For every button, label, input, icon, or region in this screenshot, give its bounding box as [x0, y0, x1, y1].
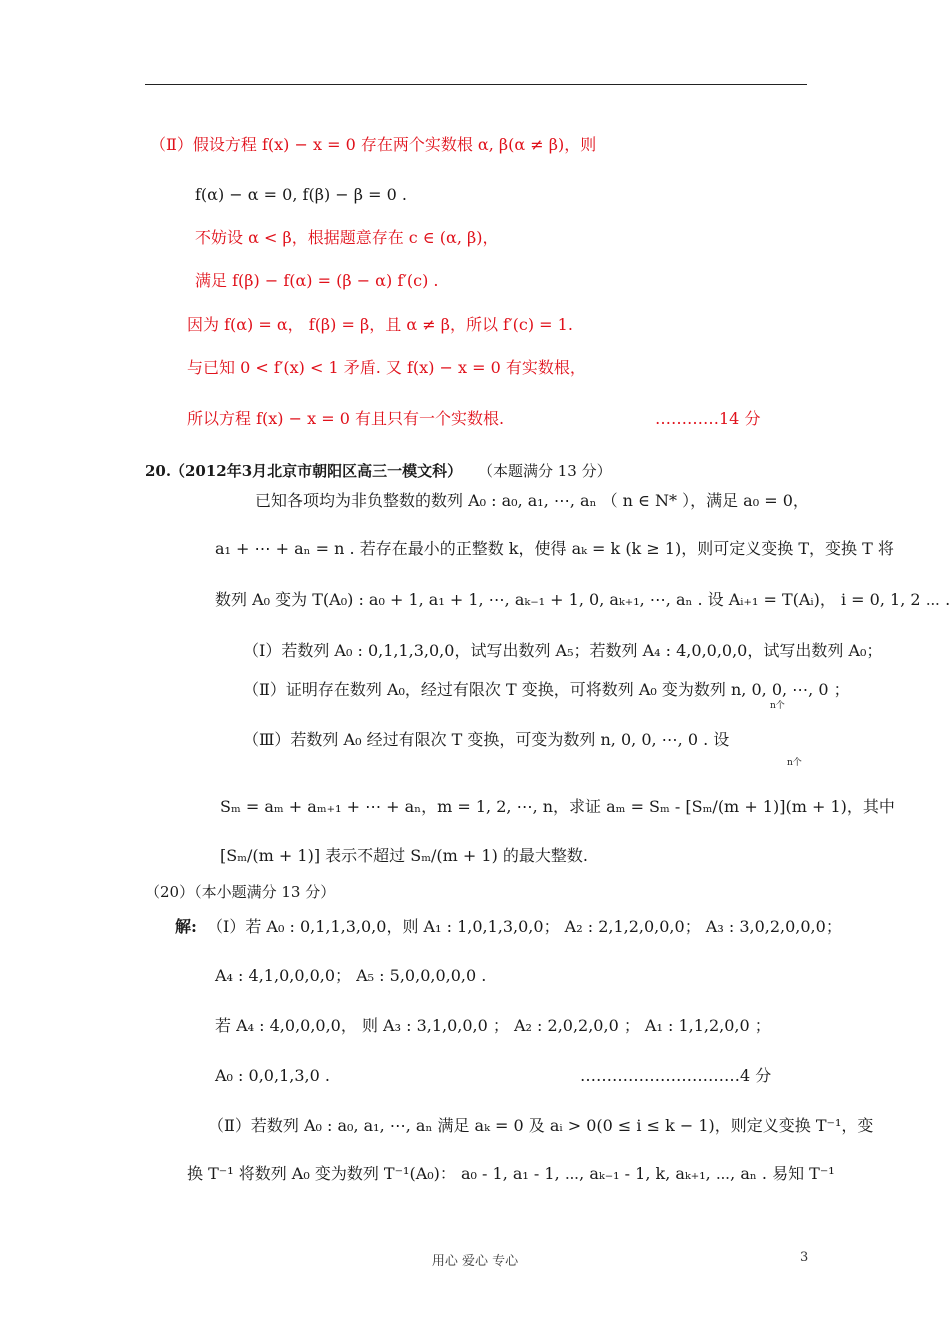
red-line-5: 因为 f(α) = α， f(β) = β，且 α ≠ β，所以 f′(c) = 1.	[187, 315, 573, 334]
solution-line-2: A₄ : 4,1,0,0,0,0； A₅ : 5,0,0,0,0,0 .	[215, 966, 487, 985]
problem-paragraph-1: 已知各项均为非负整数的数列 A₀ : a₀, a₁, ⋯, aₙ （ n ∈ N* ），满足 a₀ = 0，	[255, 491, 809, 510]
question-3-floor-note: [Sₘ/(m + 1)] 表示不超过 Sₘ/(m + 1) 的最大整数.	[220, 846, 588, 865]
solution-header: （20）（本小题满分 13 分）	[145, 883, 336, 901]
question-2: （Ⅱ）证明存在数列 A₀，经过有限次 T 变换，可将数列 A₀ 变为数列 n, 0, 0, ⋯, 0 ；	[243, 680, 850, 699]
solution-line-5: （Ⅱ）若数列 A₀ : a₀, a₁, ⋯, aₙ 满足 aₖ = 0 及 aᵢ > 0(0 ≤ i ≤ k − 1)，则定义变换 T⁻¹，变	[208, 1116, 874, 1135]
problem-source: （2012年3月北京市朝阳区高三一模文科）	[170, 462, 463, 480]
header-rule	[145, 84, 807, 85]
red-line-6: 与已知 0 < f′(x) < 1 矛盾. 又 f(x) − x = 0 有实数根，	[187, 358, 586, 377]
red-line-4: 满足 f(β) − f(α) = (β − α) f′(c) .	[195, 271, 439, 290]
solution-line-6: 换 T⁻¹ 将数列 A₀ 变为数列 T⁻¹(A₀)： a₀ - 1, a₁ - 1, ⋯, aₖ₋₁ - 1, k, aₖ₊₁, ⋯, aₙ . 易知 T⁻¹	[187, 1164, 835, 1183]
question-1: （Ⅰ）若数列 A₀ : 0,1,1,3,0,0，试写出数列 A₅；若数列 A₄ : 4,0,0,0,0，试写出数列 A₀；	[243, 641, 883, 660]
problem-paragraph-3: 数列 A₀ 变为 T(A₀) : a₀ + 1, a₁ + 1, ⋯, aₖ₋₁ + 1, 0, aₖ₊₁, ⋯, aₙ . 设 Aᵢ₊₁ = T(Aᵢ)， i = 0, 1, 2 ⋯ .	[215, 590, 950, 609]
red-line-3: 不妨设 α < β，根据题意存在 c ∈ (α, β)，	[195, 228, 499, 247]
underbrace-label-1: n个	[770, 701, 785, 711]
page-number: 3	[800, 1250, 809, 1265]
problem-paragraph-2: a₁ + ⋯ + aₙ = n . 若存在最小的正整数 k，使得 aₖ = k (k ≥ 1)，则可定义变换 T，变换 T 将	[215, 539, 894, 558]
score-14: …………14 分	[655, 409, 761, 428]
footer-slogan: 用心 爱心 专心	[431, 1254, 519, 1269]
red-line-1: （Ⅱ）假设方程 f(x) − x = 0 存在两个实数根 α, β(α ≠ β)，则	[150, 135, 597, 154]
solution-line-1: （Ⅰ）若 A₀ : 0,1,1,3,0,0，则 A₁ : 1,0,1,3,0,0； A₂ : 2,1,2,0,0,0； A₃ : 3,0,2,0,0,0；	[207, 917, 842, 936]
problem-number: 20.	[145, 462, 172, 480]
red-line-7: 所以方程 f(x) − x = 0 有且只有一个实数根.	[187, 409, 505, 428]
question-3-sum: Sₘ = aₘ + aₘ₊₁ + ⋯ + aₙ，m = 1, 2, ⋯, n，求证 aₘ = Sₘ - [Sₘ/(m + 1)](m + 1)，其中	[220, 797, 895, 816]
underbrace-label-2: n个	[787, 758, 802, 768]
problem-score: （本题满分 13 分）	[478, 462, 612, 480]
solution-label: 解:	[175, 917, 197, 936]
question-3: （Ⅲ）若数列 A₀ 经过有限次 T 变换，可变为数列 n, 0, 0, ⋯, 0 . 设	[243, 730, 730, 749]
score-4: …………………………4 分	[580, 1066, 772, 1085]
red-line-2: f(α) − α = 0, f(β) − β = 0 .	[195, 185, 407, 204]
solution-line-4: A₀ : 0,0,1,3,0 .	[215, 1066, 330, 1085]
solution-line-3: 若 A₄ : 4,0,0,0,0， 则 A₃ : 3,1,0,0,0 ； A₂ : 2,0,2,0,0 ； A₁ : 1,1,2,0,0 ；	[215, 1016, 771, 1035]
